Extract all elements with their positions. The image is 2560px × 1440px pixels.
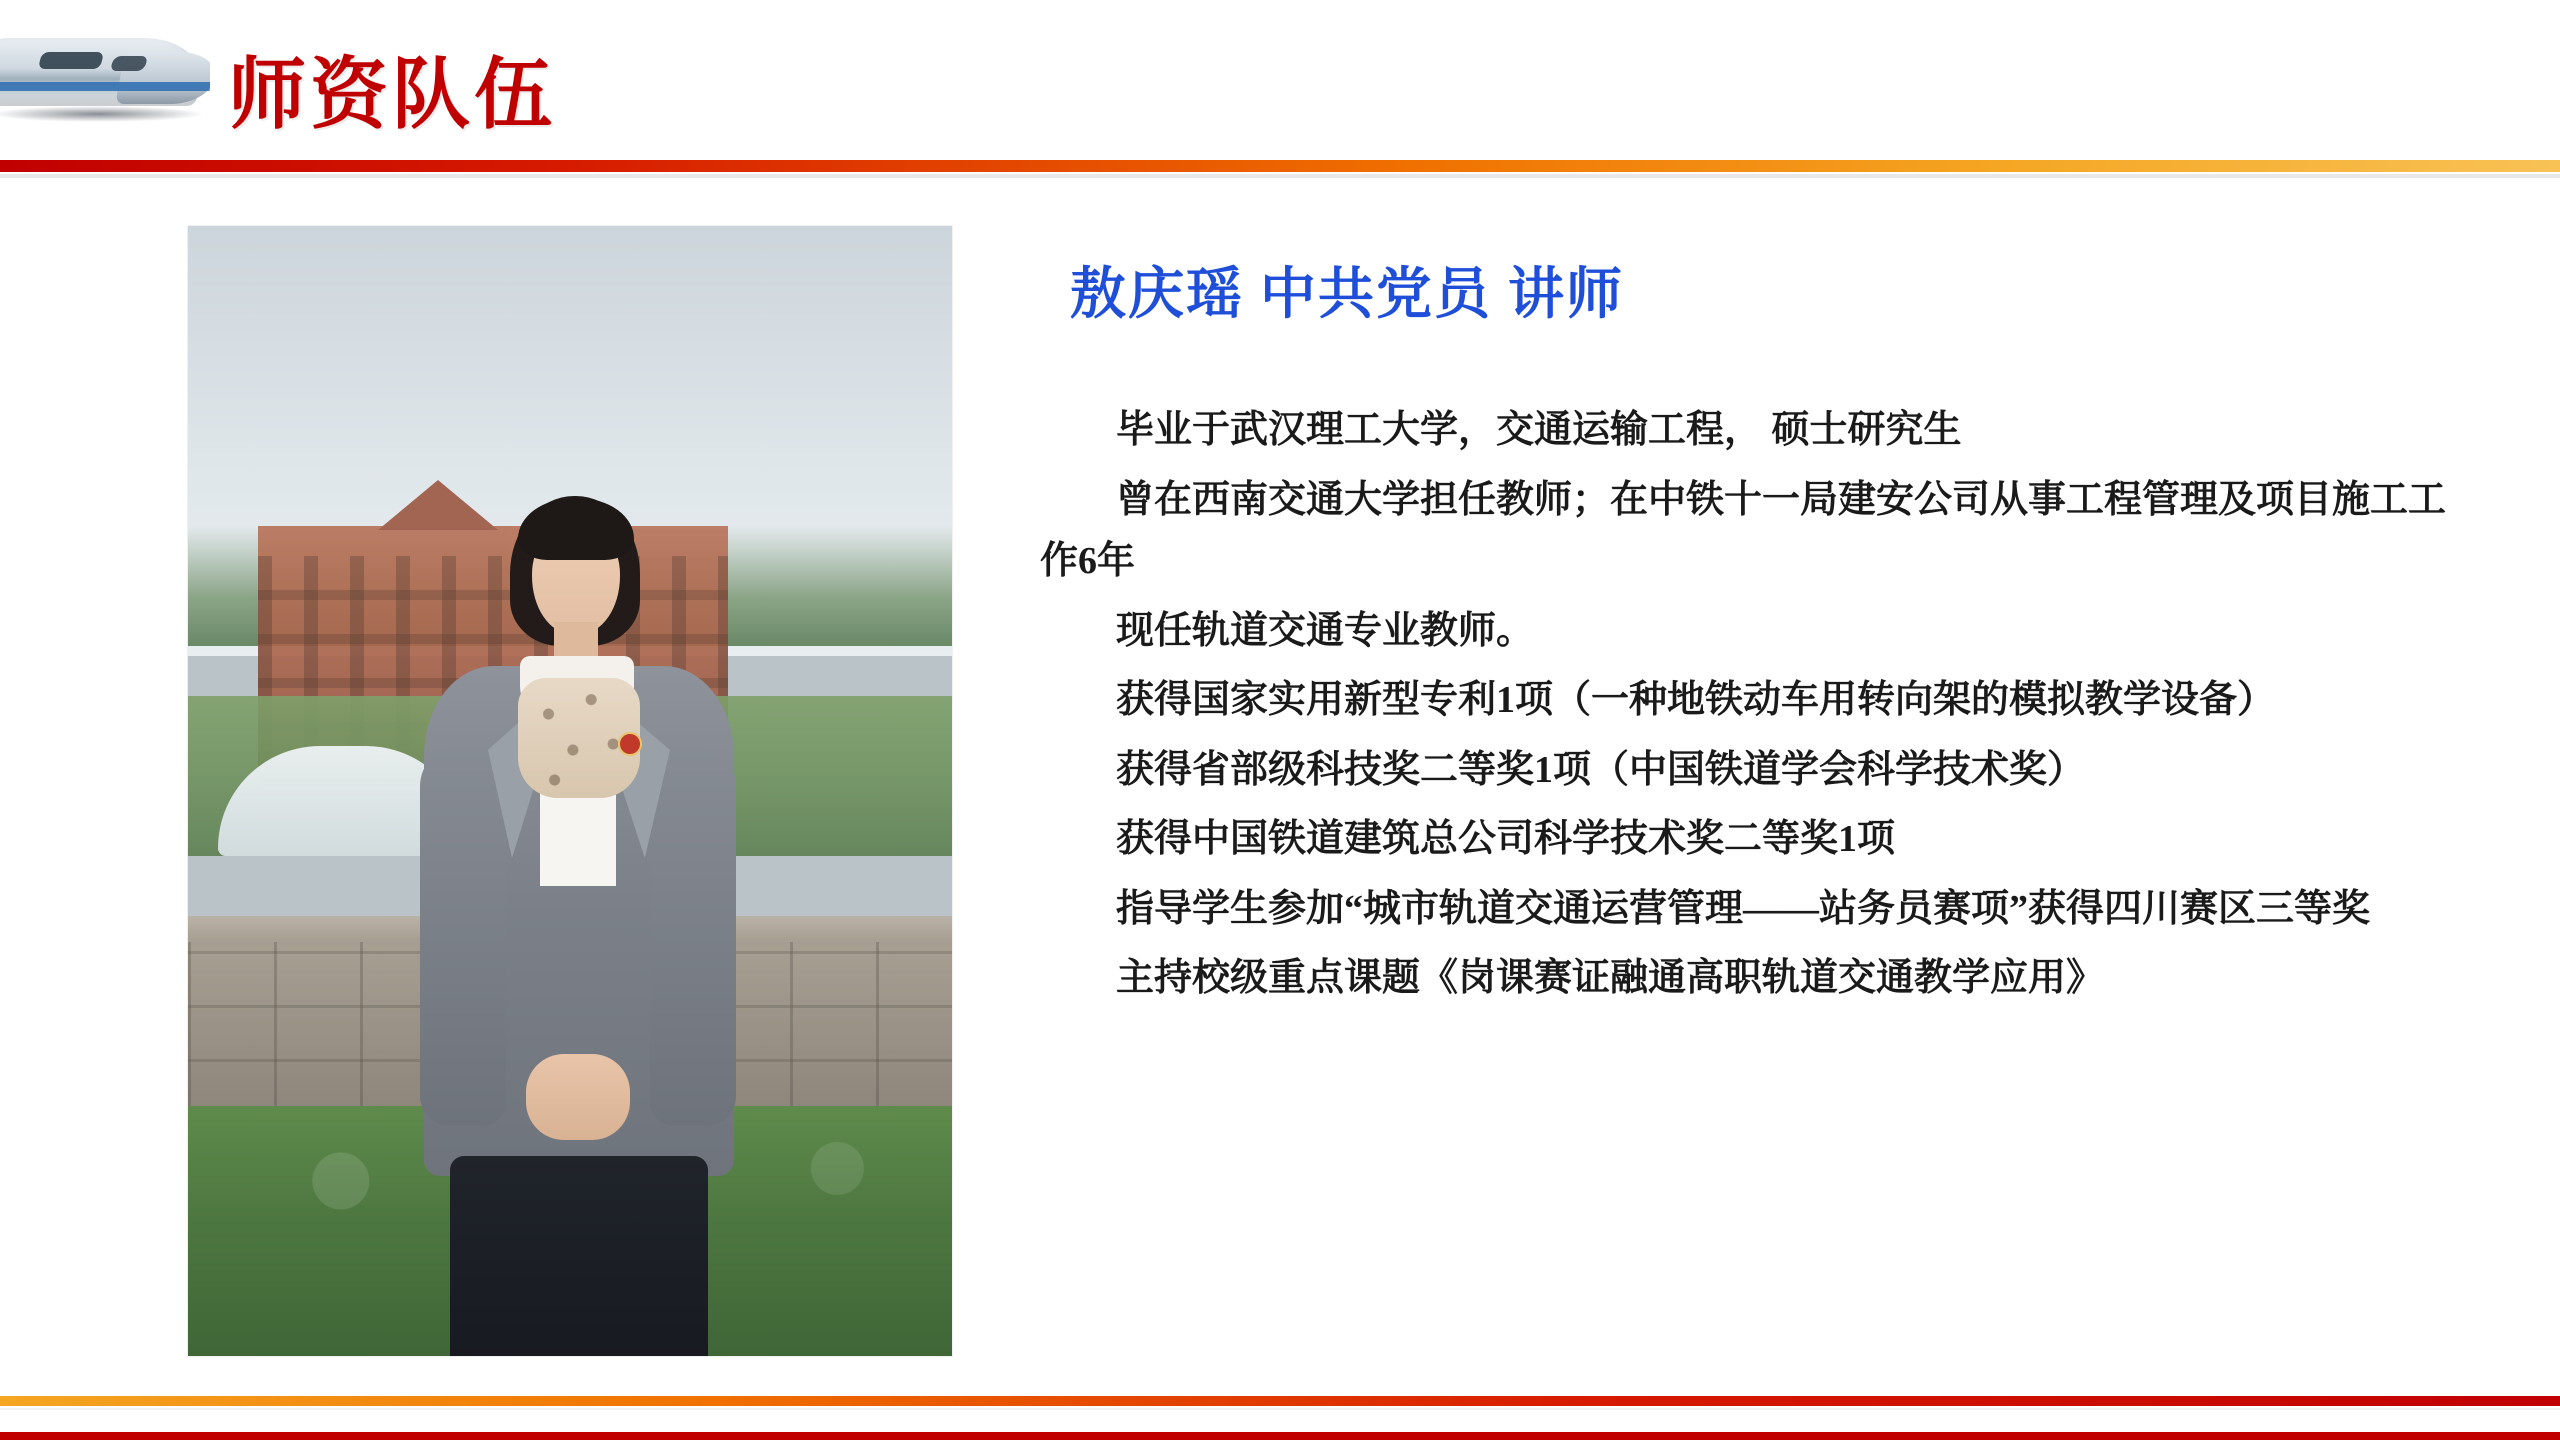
bio-line: 获得中国铁道建筑总公司科学技术奖二等奖1项 [1116,818,1896,861]
bio-line: 曾在西南交通大学担任教师；在中铁十一局建安公司从事工程管理及项目施工工作6年 [1040,478,2447,583]
person-left-arm [420,746,506,1126]
bio-line: 获得国家实用新型专利1项（一种地铁动车用转向架的模拟教学设备） [1116,679,2276,722]
page-title: 师资队伍 [228,51,557,138]
person-hands [526,1054,630,1140]
bio-line: 主持校级重点课题《岗课赛证融通高职轨道交通教学应用》 [1116,957,2105,1000]
teacher-portrait [188,226,952,1356]
header-divider [0,160,2560,172]
bio-line: 毕业于武汉理工大学，交通运输工程， 硕士研究生 [1116,409,1962,451]
bio-line: 获得省部级科技奖二等奖1项（中国铁道学会科学技术奖） [1116,748,2086,791]
profile-biography [1040,400,2470,1010]
train-shadow [0,106,205,122]
slide-header [0,0,2560,172]
bio-line: 指导学生参加“城市轨道交通运营管理——站务员赛项”获得四川赛区三等奖 [1116,887,2371,930]
profile-name-title: 敖庆瑶 中共党员 讲师 [1070,264,1624,326]
person-skirt [450,1156,708,1356]
train-window [38,52,104,69]
header-divider-secondary [0,174,2560,178]
high-speed-train-icon [0,8,210,158]
bio-line: 现任轨道交通专业教师。 [1116,609,1535,652]
footer-accent-bar [0,1432,2560,1440]
profile-content [1040,250,2470,1018]
person-hair-front [518,498,634,560]
portrait-person [188,226,952,1356]
person-right-arm [650,746,736,1126]
footer-divider [0,1396,2560,1406]
person-lapel-badge [618,732,642,756]
train-stripe [0,82,210,91]
